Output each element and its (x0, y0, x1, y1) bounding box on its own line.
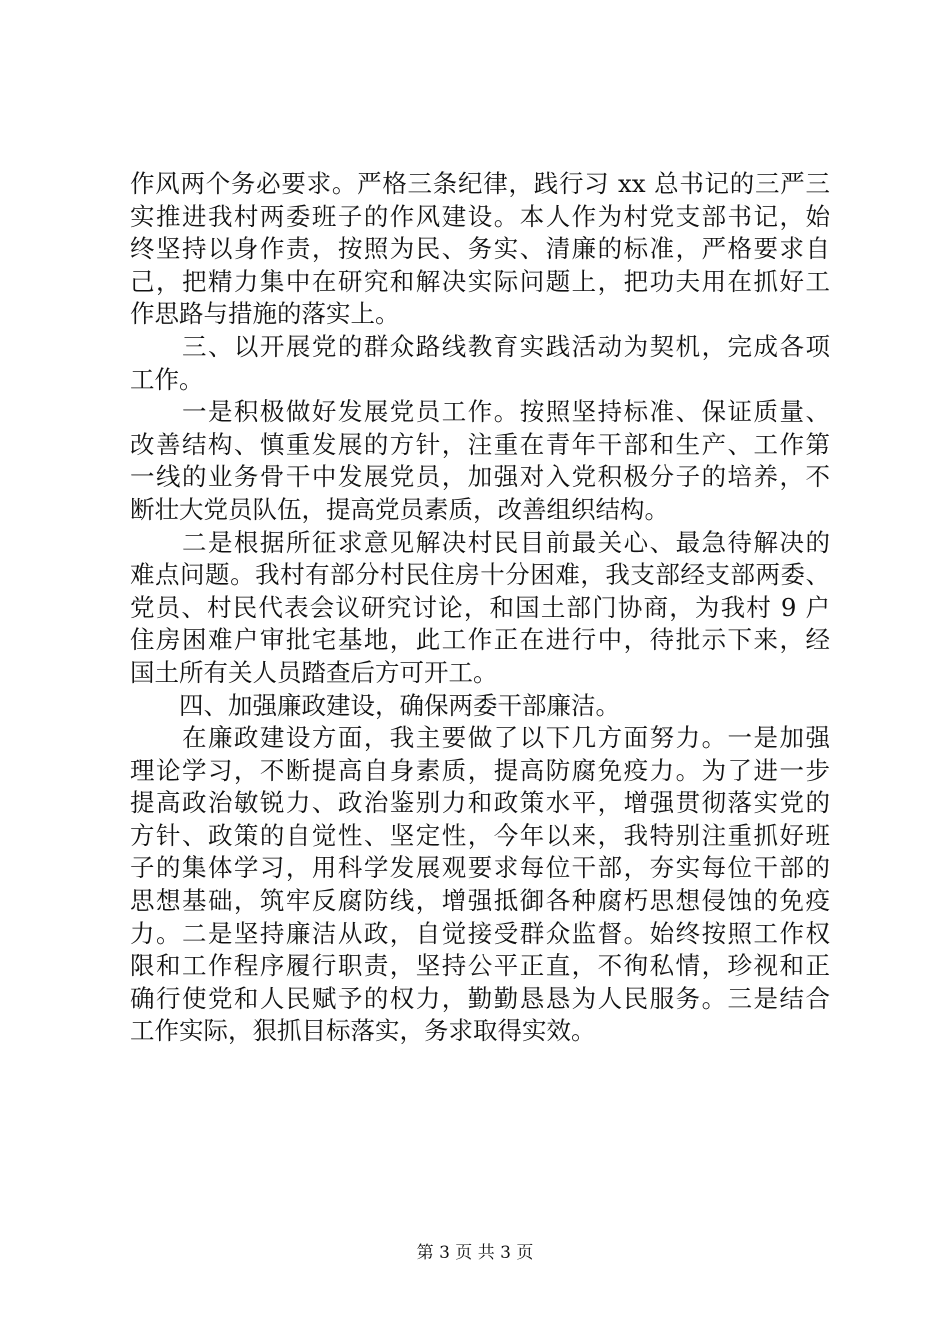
text-line: 党员、村民代表会议研究讨论，和国土部门协商，为我村 9 户 (130, 592, 830, 622)
page-footer (0, 1242, 950, 1264)
text-line: 在廉政建设方面，我主要做了以下几方面努力。一是加强 (130, 723, 830, 753)
text-line: 一线的业务骨干中发展党员，加强对入党积极分子的培养，不 (130, 462, 830, 492)
text-line: 己，把精力集中在研究和解决实际问题上，把功夫用在抓好工 (130, 266, 830, 296)
text-line: 终坚持以身作责，按照为民、务实、清廉的标准，严格要求自 (130, 234, 830, 264)
text-line: 一是积极做好发展党员工作。按照坚持标准、保证质量、 (130, 397, 830, 427)
section-heading-line: 三、以开展党的群众路线教育实践活动为契机，完成各项 (130, 331, 830, 361)
text-line: 难点问题。我村有部分村民住房十分困难，我支部经支部两委、 (130, 560, 830, 590)
text-line: 理论学习，不断提高自身素质，提高防腐免疫力。为了进一步 (130, 755, 830, 785)
text-line: 子的集体学习，用科学发展观要求每位干部，夯实每位干部的 (130, 853, 830, 883)
text-line: 作风两个务必要求。严格三条纪律，践行习 xx 总书记的三严三 (130, 169, 830, 198)
text-line: 思想基础，筑牢反腐防线，增强抵御各种腐朽思想侵蚀的免疫 (130, 886, 830, 916)
text-line: 改善结构、慎重发展的方针，注重在青年干部和生产、工作第 (130, 429, 830, 459)
text-line: 限和工作程序履行职责，坚持公平正直，不徇私情，珍视和正 (130, 951, 830, 981)
body-text (130, 168, 830, 1048)
text-line: 工作实际，狠抓目标落实，务求取得实效。 (130, 1016, 596, 1046)
page-number-label: 第 3 页 共 3 页 (416, 1243, 534, 1263)
text-line: 作思路与措施的落实上。 (130, 299, 400, 329)
text-line: 实推进我村两委班子的作风建设。本人作为村党支部书记，始 (130, 201, 830, 231)
text-line: 确行使党和人民赋予的权力，勤勤恳恳为人民服务。三是结合 (130, 983, 830, 1013)
text-line: 二是根据所征求意见解决村民目前最关心、最急待解决的 (130, 527, 830, 557)
section-heading-line: 四、加强廉政建设，确保两委干部廉洁。 (130, 690, 620, 720)
text-line: 断壮大党员队伍，提高党员素质，改善组织结构。 (130, 494, 669, 524)
text-line: 力。二是坚持廉洁从政，自觉接受群众监督。始终按照工作权 (130, 918, 830, 948)
text-line: 方针、政策的自觉性、坚定性，今年以来，我特别注重抓好班 (130, 820, 830, 850)
section-heading-line: 工作。 (130, 364, 204, 394)
text-line: 国土所有关人员踏查后方可开工。 (130, 657, 498, 687)
text-line: 住房困难户审批宅基地，此工作正在进行中，待批示下来，经 (130, 625, 830, 655)
text-line: 提高政治敏锐力、政治鉴别力和政策水平，增强贯彻落实党的 (130, 788, 830, 818)
